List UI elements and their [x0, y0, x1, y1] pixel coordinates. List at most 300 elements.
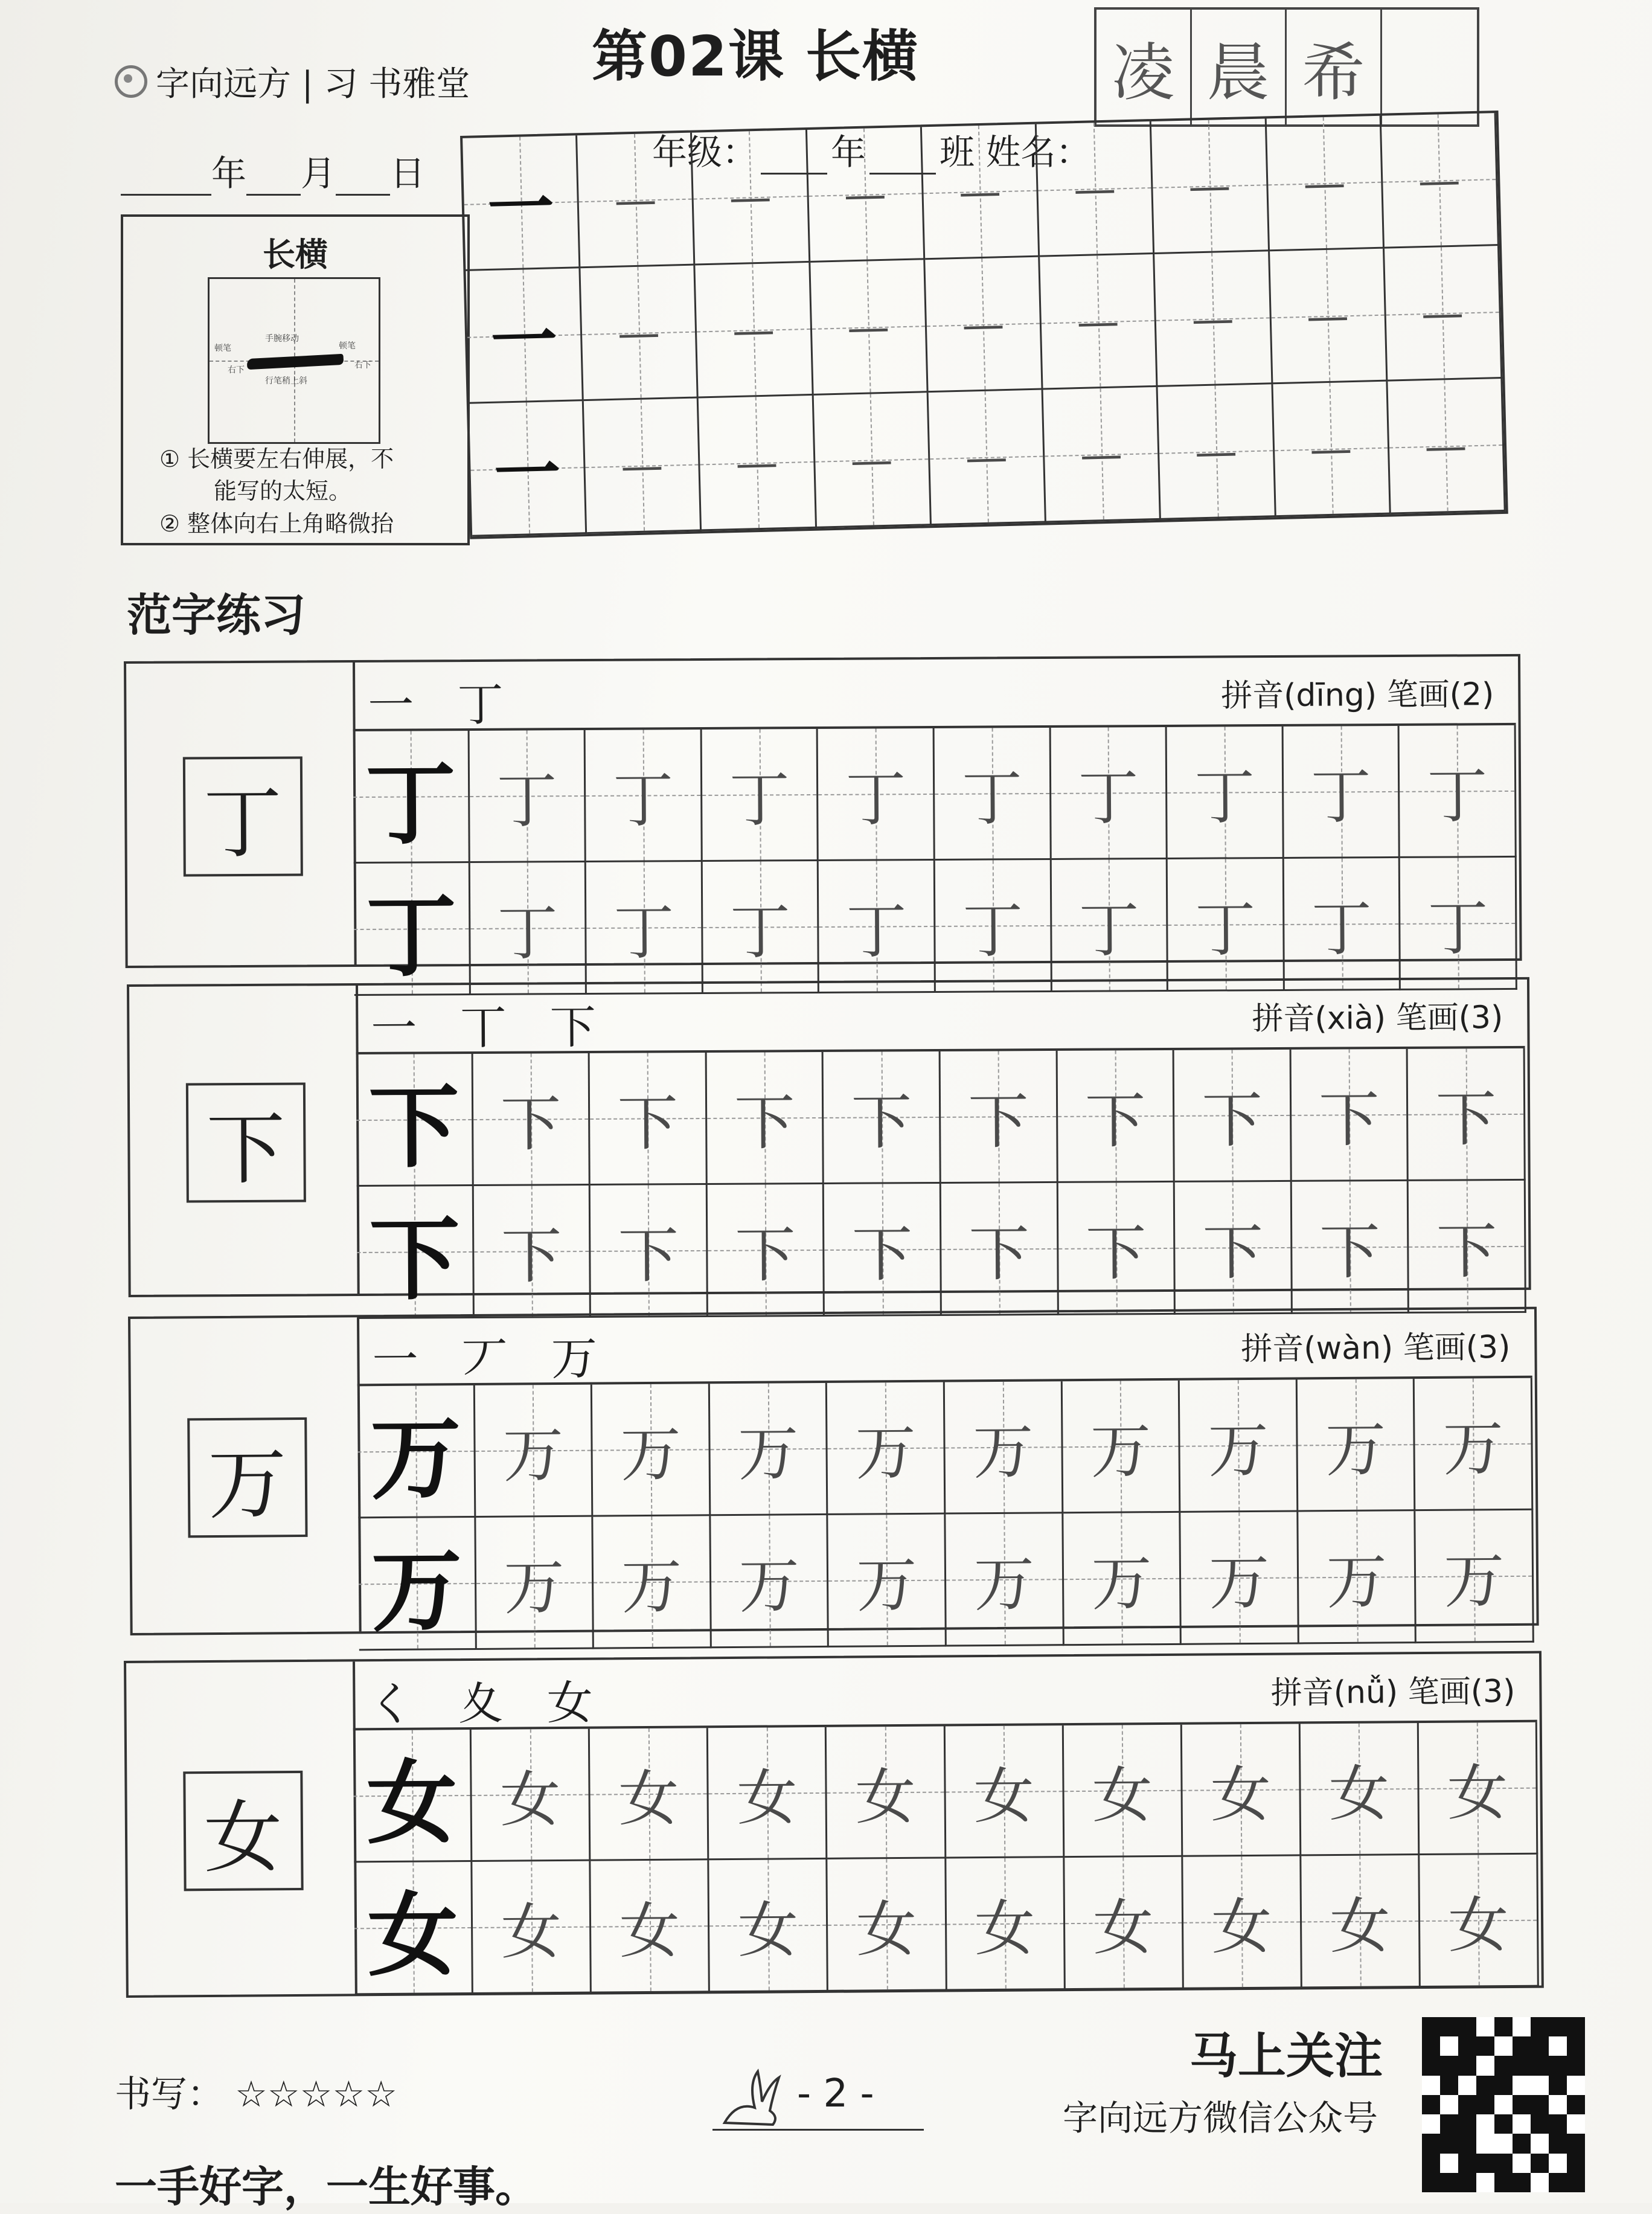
handwritten-char: 女 [1448, 1890, 1509, 1961]
qr-module [1476, 2173, 1494, 2192]
qr-module [1440, 2114, 1458, 2134]
qr-module [1422, 2076, 1440, 2095]
practice-cell[interactable] [1154, 251, 1273, 387]
practice-cell[interactable] [586, 862, 703, 995]
handwritten-char: 万 [737, 1418, 799, 1489]
qr-module [1513, 2134, 1531, 2153]
practice-cell[interactable] [703, 861, 820, 994]
qr-module [1476, 2056, 1494, 2075]
qr-module [1494, 2134, 1513, 2153]
qr-module [1458, 2036, 1476, 2056]
qr-module [1567, 2173, 1585, 2192]
model-char-cell[interactable] [353, 731, 470, 864]
practice-cell[interactable] [828, 1515, 947, 1648]
qr-module [1549, 2173, 1567, 2192]
handwritten-char: 万 [502, 1419, 564, 1491]
long-horizontal-stroke-icon [247, 354, 344, 370]
qr-module [1422, 2056, 1440, 2075]
name-box[interactable] [1382, 10, 1478, 124]
practice-cell[interactable] [945, 1725, 1065, 1858]
diagram-label: 手腕移动 [265, 334, 299, 344]
day-label: 日 [390, 153, 426, 194]
qr-module [1549, 2017, 1567, 2036]
qr-module [1422, 2017, 1440, 2036]
practice-cell[interactable] [824, 1051, 941, 1184]
qr-module [1494, 2154, 1513, 2173]
model-char: 一 [486, 167, 555, 248]
handwritten-char: 女 [974, 1893, 1036, 1965]
practice-cell[interactable] [1040, 254, 1158, 390]
handwritten-char: — [613, 174, 658, 225]
practice-cell[interactable] [702, 729, 819, 862]
practice-cell[interactable] [1151, 118, 1270, 254]
handwritten-char: 万 [1325, 1414, 1386, 1486]
practice-cell[interactable] [827, 1727, 946, 1859]
qr-module [1531, 2134, 1549, 2153]
qr-module [1458, 2154, 1476, 2173]
stroke-order: 一 丅 下 [371, 1000, 610, 1055]
handwritten-char: 女 [1330, 1890, 1391, 1962]
practice-cell[interactable] [1183, 1856, 1302, 1989]
model-char: 万 [371, 1538, 463, 1645]
practice-cell[interactable] [1408, 1048, 1526, 1181]
practice-cell[interactable] [1167, 727, 1284, 859]
practice-cell[interactable] [1273, 382, 1391, 518]
practice-cell[interactable] [473, 1186, 591, 1318]
qr-module [1567, 2154, 1585, 2173]
qr-module [1476, 2114, 1494, 2134]
handwritten-char: 万 [620, 1419, 682, 1490]
practice-cell[interactable] [1175, 1182, 1293, 1315]
char-card [127, 977, 1531, 1313]
char-model-box: 丁 [182, 756, 303, 876]
qr-module [1531, 2173, 1549, 2192]
intro-note: ② 整体向右上角略微抬 [159, 510, 394, 537]
day-blank[interactable] [336, 164, 390, 196]
practice-cell[interactable] [1180, 1512, 1299, 1644]
qr-module [1494, 2114, 1513, 2134]
qr-module [1549, 2056, 1567, 2075]
handwritten-char: 丁 [1310, 761, 1372, 832]
qr-module [1567, 2017, 1585, 2036]
qr-module [1440, 2134, 1458, 2153]
qr-module [1440, 2095, 1458, 2114]
practice-cell[interactable] [946, 1513, 1064, 1646]
handwritten-char: 女 [1447, 1757, 1508, 1829]
year-blank[interactable] [121, 164, 211, 196]
practice-cell[interactable] [1400, 725, 1517, 858]
model-char-cell[interactable] [463, 135, 581, 271]
handwritten-char: 女 [1092, 1760, 1153, 1831]
model-char: 一 [493, 433, 562, 513]
practice-cell[interactable] [1065, 1857, 1184, 1990]
handwritten-char: 丁 [612, 765, 674, 836]
handwritten-char: 丁 [961, 763, 1023, 834]
qr-module [1458, 2095, 1476, 2114]
qr-module [1531, 2095, 1549, 2114]
handwritten-char: 万 [1091, 1548, 1152, 1619]
practice-cell[interactable] [1420, 1855, 1539, 1988]
practice-cell[interactable] [594, 1516, 712, 1649]
practice-cell[interactable] [708, 1184, 825, 1317]
practice-cell[interactable] [935, 860, 1052, 993]
practice-cell[interactable] [1385, 246, 1503, 382]
handwritten-char: 女 [499, 1763, 561, 1835]
diagram-label: 右下 [228, 365, 245, 375]
pinyin-strokes-label: 拼音(nǚ) 笔画(3) [1270, 1673, 1516, 1712]
handwritten-char: — [847, 301, 891, 352]
name-box[interactable]: 凌 [1097, 10, 1192, 124]
qr-module [1567, 2114, 1585, 2134]
qr-module [1513, 2036, 1531, 2056]
qr-module [1422, 2114, 1440, 2134]
qr-module [1531, 2056, 1549, 2075]
model-char-cell[interactable] [358, 1518, 476, 1651]
handwritten-char: 女 [501, 1896, 562, 1968]
handwritten-char: 女 [856, 1893, 917, 1965]
grade-label: 年级： [652, 132, 758, 173]
brand-seal-icon [115, 65, 147, 98]
handwritten-char: 丁 [729, 896, 791, 967]
practice-cell[interactable] [1051, 859, 1168, 992]
char-model-box: 下 [185, 1082, 306, 1202]
handwritten-char: — [961, 298, 1005, 350]
practice-cell[interactable] [1409, 1181, 1526, 1314]
handwritten-char: — [728, 171, 772, 222]
practice-cell[interactable] [592, 1384, 711, 1516]
practice-cell[interactable] [824, 1184, 942, 1317]
model-char: 女 [366, 1750, 458, 1857]
brand-logo [115, 57, 470, 106]
handwritten-char: 女 [737, 1895, 799, 1966]
handwritten-char: 丁 [729, 764, 790, 835]
practice-cell[interactable] [590, 1053, 708, 1186]
practice-cell[interactable] [827, 1382, 946, 1515]
qr-module [1567, 2076, 1585, 2095]
qr-module [1531, 2154, 1549, 2173]
handwritten-char: 女 [1328, 1758, 1390, 1830]
practice-cell[interactable] [1180, 1379, 1298, 1512]
practice-cell[interactable] [1298, 1511, 1417, 1644]
stroke-order: 一 丁 [368, 677, 518, 732]
handwritten-char: 女 [855, 1761, 916, 1833]
qr-module [1440, 2017, 1458, 2036]
handwritten-char: 下 [618, 1220, 679, 1291]
handwritten-char: — [1194, 426, 1238, 476]
qr-module [1549, 2134, 1567, 2153]
practice-cell[interactable] [1419, 1722, 1538, 1855]
diagram-label: 右下 [354, 361, 371, 370]
handwritten-char: 丁 [497, 897, 559, 969]
qr-module [1567, 2134, 1585, 2153]
handwritten-char: 丁 [1427, 760, 1488, 832]
model-char-cell[interactable] [354, 1862, 473, 1995]
practice-cell[interactable] [1388, 379, 1506, 515]
qr-module [1513, 2154, 1531, 2173]
practice-cell[interactable] [941, 1183, 1059, 1316]
char-card [124, 1651, 1544, 1998]
qr-module [1422, 2036, 1440, 2056]
handwritten-char: 下 [1436, 1216, 1497, 1287]
practice-cell[interactable] [828, 1859, 947, 1992]
model-char: 一 [490, 300, 559, 380]
qr-module [1567, 2095, 1585, 2114]
qr-module [1513, 2173, 1531, 2192]
handwritten-char: 女 [618, 1763, 679, 1835]
practice-cell[interactable] [819, 861, 936, 993]
qr-module [1513, 2056, 1531, 2075]
grade-year-label: 年 [831, 132, 866, 173]
handwritten-char: 万 [1443, 1545, 1505, 1617]
handwritten-char: — [735, 437, 779, 488]
model-char: 万 [370, 1405, 462, 1513]
practice-cell[interactable] [1063, 1725, 1183, 1858]
handwritten-char: 女 [619, 1895, 680, 1967]
practice-cell[interactable] [1057, 1050, 1175, 1183]
handwritten-char: — [1188, 160, 1232, 211]
qr-module [1531, 2017, 1549, 2036]
practice-cell[interactable] [708, 1727, 828, 1860]
practice-cell[interactable] [710, 1383, 828, 1516]
char-model-box: 女 [183, 1771, 303, 1891]
practice-cell[interactable] [1415, 1378, 1533, 1511]
practice-cell[interactable] [696, 263, 814, 399]
handwritten-char: 下 [734, 1087, 795, 1158]
qr-module [1440, 2173, 1458, 2192]
practice-cell[interactable] [584, 398, 702, 534]
practice-cell[interactable] [472, 1729, 591, 1862]
qr-module [1476, 2154, 1494, 2173]
qr-module [1531, 2036, 1549, 2056]
handwritten-char: 下 [617, 1088, 679, 1159]
qr-module [1476, 2095, 1494, 2114]
practice-cell[interactable] [706, 1052, 824, 1185]
model-char-cell[interactable] [353, 1730, 473, 1863]
page-number: - 2 - [797, 2071, 874, 2116]
handwritten-char: 万 [972, 1416, 1034, 1488]
model-char: 丁 [365, 751, 456, 858]
qr-module [1531, 2114, 1549, 2134]
handwritten-char: 女 [1210, 1759, 1272, 1831]
qr-module [1549, 2095, 1567, 2114]
practice-cell[interactable] [692, 130, 810, 266]
handwritten-char: 下 [1319, 1216, 1380, 1288]
qr-module [1458, 2056, 1476, 2075]
handwritten-char: 下 [501, 1221, 562, 1292]
practice-cell[interactable] [476, 1517, 594, 1650]
practice-cell[interactable] [1168, 859, 1285, 992]
qr-module [1476, 2017, 1494, 2036]
handwritten-char: 丁 [1195, 894, 1256, 965]
qr-module [1494, 2056, 1513, 2075]
handwritten-char: 女 [973, 1760, 1035, 1832]
qr-module [1458, 2173, 1476, 2192]
handwritten-char: 丁 [845, 763, 906, 835]
section-title: 范字练习 [127, 589, 306, 641]
practice-cell[interactable] [807, 127, 926, 263]
qr-code-icon[interactable] [1422, 2017, 1585, 2192]
practice-cell[interactable] [1270, 249, 1388, 385]
practice-cell[interactable] [1301, 1855, 1421, 1988]
practice-cell[interactable] [1174, 1050, 1292, 1182]
qr-module [1549, 2114, 1567, 2134]
handwritten-char: 万 [1326, 1546, 1388, 1618]
handwritten-char: 丁 [613, 897, 674, 968]
qr-module [1476, 2134, 1494, 2153]
handwritten-char: — [850, 434, 894, 485]
practice-cell[interactable] [1051, 727, 1168, 860]
practice-cell[interactable] [1416, 1510, 1534, 1643]
char-practice-grid [356, 1046, 1526, 1313]
handwritten-char: — [1417, 155, 1461, 205]
practice-cell[interactable] [810, 260, 929, 396]
practice-cell[interactable] [1298, 1379, 1416, 1512]
model-char-cell[interactable] [354, 863, 471, 996]
qr-module [1513, 2017, 1531, 2036]
practice-cell[interactable] [709, 1859, 829, 1992]
practice-cell[interactable] [1400, 858, 1517, 990]
diagram-label: 顿笔 [214, 344, 231, 353]
handwritten-char: 女 [737, 1762, 798, 1834]
qr-module [1494, 2173, 1513, 2192]
practice-cell[interactable] [925, 257, 1043, 393]
model-char-cell[interactable] [356, 1054, 474, 1187]
handwritten-char: — [1309, 423, 1353, 474]
pinyin-strokes-label: 拼音(wàn) 笔画(3) [1241, 1329, 1511, 1368]
practice-cell[interactable] [935, 728, 1052, 861]
handwritten-char: 下 [1435, 1083, 1497, 1155]
intro-title: 长横 [263, 236, 328, 274]
handwritten-char: 下 [735, 1219, 796, 1291]
practice-cell[interactable] [586, 730, 703, 862]
date-line [121, 145, 425, 196]
handwritten-char: 女 [1092, 1892, 1154, 1963]
practice-cell[interactable] [699, 396, 817, 531]
handwritten-char: — [1191, 293, 1235, 344]
model-char-cell[interactable] [357, 1385, 476, 1518]
practice-cell[interactable] [1063, 1513, 1182, 1646]
diagram-label: 行笔稍上斜 [265, 376, 307, 386]
year-label: 年 [211, 153, 247, 194]
practice-cell[interactable] [813, 393, 932, 528]
qr-module [1440, 2036, 1458, 2056]
practice-cell[interactable] [581, 266, 699, 402]
handwritten-char: 丁 [962, 895, 1023, 966]
diagram-label: 顿笔 [339, 341, 356, 351]
qr-module [1549, 2076, 1567, 2095]
model-char-cell[interactable] [466, 268, 584, 404]
char-model-box: 万 [187, 1417, 307, 1538]
practice-cell[interactable] [473, 1053, 591, 1186]
lesson-title: 第02课 长横 [592, 24, 920, 89]
motto: 一手好字，一生好事。 [115, 2162, 537, 2212]
practice-cell[interactable] [1292, 1181, 1410, 1314]
month-blank[interactable] [246, 164, 301, 196]
name-box[interactable]: 晨 [1192, 10, 1287, 124]
practice-cell[interactable] [469, 730, 586, 863]
name-box[interactable]: 希 [1287, 10, 1382, 124]
practice-cell[interactable] [475, 1385, 593, 1518]
rating-label: 书写： [115, 2073, 223, 2116]
handwritten-char: 丁 [496, 765, 557, 836]
practice-cell[interactable] [922, 124, 1040, 260]
practice-cell[interactable] [946, 1858, 1066, 1991]
qr-module [1458, 2017, 1476, 2036]
qr-module [1458, 2076, 1476, 2095]
practice-cell[interactable] [577, 133, 696, 269]
handwritten-char: 下 [500, 1088, 562, 1160]
qr-module [1513, 2095, 1531, 2114]
practice-cell[interactable] [591, 1185, 708, 1318]
practice-cell[interactable] [1301, 1723, 1420, 1856]
practice-cell[interactable] [591, 1860, 711, 1993]
rating-stars[interactable]: ☆☆☆☆☆ [235, 2073, 398, 2116]
handwritten-char: 下 [1085, 1218, 1147, 1289]
handwritten-char: 万 [1442, 1413, 1504, 1484]
handwritten-char: 下 [1202, 1085, 1263, 1156]
handwritten-char: 万 [856, 1549, 917, 1621]
handwritten-char: — [958, 165, 1002, 217]
practice-cell[interactable] [1284, 858, 1401, 991]
qr-module [1440, 2056, 1458, 2075]
practice-cell[interactable] [1158, 384, 1276, 520]
practice-cell[interactable] [470, 862, 587, 995]
practice-cell[interactable] [472, 1861, 592, 1994]
practice-cell[interactable] [590, 1728, 709, 1861]
handwritten-char: 丁 [1078, 894, 1140, 966]
char-practice-grid [353, 723, 1517, 990]
practice-cell[interactable] [711, 1515, 829, 1648]
practice-cell[interactable] [818, 728, 935, 861]
qr-module [1422, 2154, 1440, 2173]
practice-cell[interactable] [1182, 1724, 1301, 1856]
handwritten-char: 万 [1208, 1414, 1269, 1486]
handwritten-char: 丁 [1078, 762, 1139, 833]
qr-module [1440, 2154, 1458, 2173]
model-char-cell[interactable] [469, 401, 587, 537]
model-char-cell[interactable] [357, 1186, 475, 1319]
qr-module [1422, 2173, 1440, 2192]
follow-title: 马上关注 [1189, 2028, 1383, 2084]
qr-module [1494, 2036, 1513, 2056]
practice-cell[interactable] [1283, 726, 1400, 859]
qr-module [1458, 2114, 1476, 2134]
char-card [128, 1307, 1539, 1645]
practice-cell[interactable] [1058, 1182, 1176, 1315]
handwritten-char: 万 [855, 1417, 917, 1489]
handwritten-char: 下 [1318, 1084, 1380, 1155]
practice-cell[interactable] [1037, 121, 1155, 257]
rating-row [115, 2065, 397, 2117]
practice-cell[interactable] [1266, 116, 1385, 252]
practice-cell[interactable] [928, 390, 1046, 526]
practice-cell[interactable] [1043, 387, 1162, 523]
qr-module [1549, 2154, 1567, 2173]
handwritten-char: 万 [504, 1551, 565, 1623]
model-char: 下 [369, 1206, 461, 1313]
model-char: 下 [368, 1074, 460, 1181]
practice-cell[interactable] [941, 1051, 1058, 1184]
qr-module [1476, 2076, 1494, 2095]
practice-cell[interactable] [1381, 113, 1499, 249]
handwritten-char: 万 [1090, 1416, 1151, 1487]
practice-cell[interactable] [1062, 1381, 1180, 1513]
intro-note: ① 长横要左右伸展，不 [159, 446, 394, 472]
practice-cell[interactable] [1291, 1049, 1409, 1182]
practice-cell[interactable] [945, 1381, 1063, 1514]
qr-module [1494, 2095, 1513, 2114]
qr-module [1567, 2036, 1585, 2056]
